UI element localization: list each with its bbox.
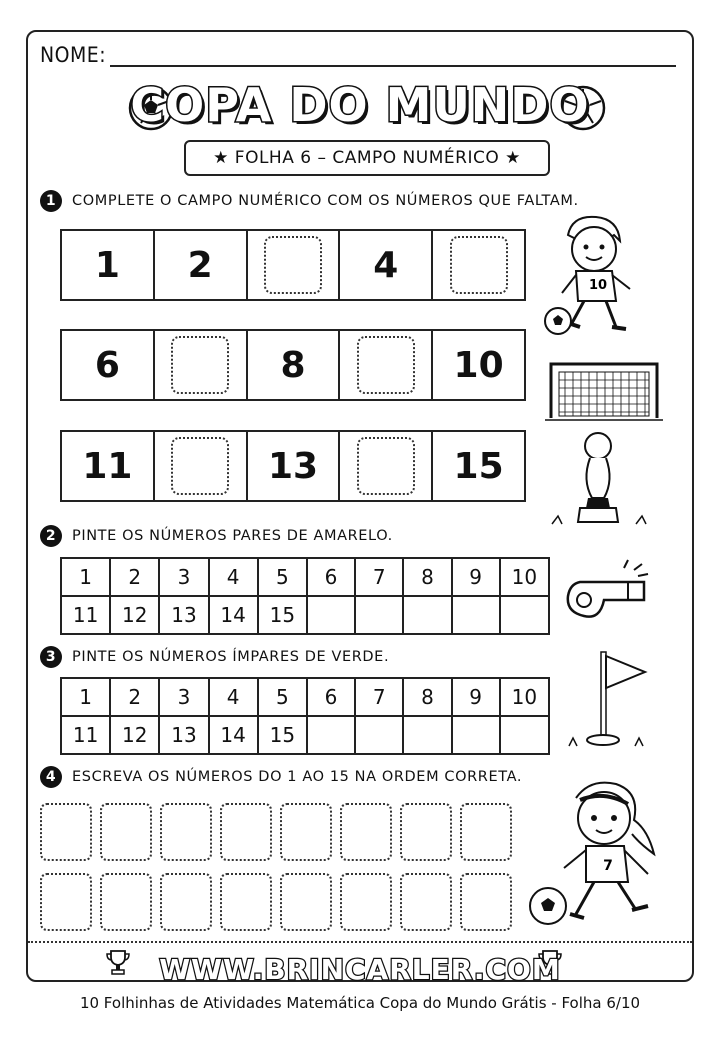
grid-cell[interactable]: 15: [258, 716, 307, 754]
blank-cell[interactable]: [340, 331, 433, 399]
sequence-cell: 10: [453, 344, 504, 386]
grid-cell[interactable]: 1: [61, 558, 110, 596]
grid-cell[interactable]: 14: [209, 596, 258, 634]
boy-kicking-ball-illustration: [538, 205, 642, 340]
sequence-cell: 13: [248, 432, 341, 500]
writing-box[interactable]: [100, 803, 152, 861]
writing-box[interactable]: [160, 803, 212, 861]
question-text: COMPLETE O CAMPO NUMÉRICO COM OS NÚMEROS QUE FALTAM.: [72, 193, 579, 209]
grid-cell[interactable]: 3: [159, 678, 208, 716]
grid-cell[interactable]: 10: [500, 678, 549, 716]
number-grid-even: [60, 557, 550, 635]
question-4: [40, 766, 522, 788]
writing-box[interactable]: [280, 803, 332, 861]
girl-kicking-ball-illustration: [524, 774, 668, 934]
grid-cell[interactable]: 6: [307, 678, 355, 716]
sequence-cell: 8: [248, 331, 341, 399]
writing-box[interactable]: [400, 803, 452, 861]
question-number: 1: [40, 190, 62, 212]
writing-box[interactable]: [340, 803, 392, 861]
soccer-goal-illustration: [545, 358, 663, 424]
writing-box[interactable]: [280, 873, 332, 931]
grid-cell: [403, 716, 451, 754]
grid-cell: [500, 716, 549, 754]
question-number: 3: [40, 646, 62, 668]
number-sequence-row: [60, 229, 526, 301]
grid-cell[interactable]: 9: [452, 678, 500, 716]
number-grid-odd: [60, 677, 550, 755]
grid-cell[interactable]: 7: [355, 558, 403, 596]
question-text: PINTE OS NÚMEROS ÍMPARES DE VERDE.: [72, 649, 390, 665]
grid-cell: [403, 596, 451, 634]
question-1: [40, 190, 579, 212]
writing-box[interactable]: [460, 873, 512, 931]
writing-box[interactable]: [40, 803, 92, 861]
number-sequence-row: [60, 329, 526, 401]
grid-cell[interactable]: 3: [159, 558, 208, 596]
blank-cell[interactable]: [155, 331, 248, 399]
grid-cell[interactable]: 13: [159, 596, 208, 634]
grid-cell[interactable]: 4: [209, 558, 258, 596]
grid-cell[interactable]: 7: [355, 678, 403, 716]
grid-cell[interactable]: 4: [209, 678, 258, 716]
footer-caption: 10 Folhinhas de Atividades Matemática Copa do Mundo Grátis - Folha 6/10: [79, 994, 641, 1012]
blank-cell[interactable]: [155, 432, 248, 500]
grid-cell[interactable]: 9: [452, 558, 500, 596]
sequence-cell: 1: [62, 231, 155, 299]
blank-cell[interactable]: [248, 231, 341, 299]
sequence-cell: 6: [62, 331, 155, 399]
grid-cell[interactable]: 13: [159, 716, 208, 754]
grid-cell: [500, 596, 549, 634]
question-text: PINTE OS NÚMEROS PARES DE AMARELO.: [72, 528, 393, 544]
writing-box[interactable]: [160, 873, 212, 931]
website-link[interactable]: WWW.BRINCARLER.COM: [159, 953, 561, 986]
writing-box[interactable]: [220, 873, 272, 931]
grid-cell[interactable]: 8: [403, 558, 451, 596]
grid-cell[interactable]: 14: [209, 716, 258, 754]
whistle-icon: [560, 556, 656, 626]
writing-box[interactable]: [400, 873, 452, 931]
page-title: COPA DO MUNDO: [130, 78, 590, 132]
grid-cell[interactable]: 2: [110, 558, 159, 596]
writing-box[interactable]: [100, 873, 152, 931]
world-cup-trophy-icon: [548, 428, 658, 528]
question-2: [40, 525, 393, 547]
sequence-cell: 15: [453, 445, 504, 487]
question-text: ESCREVA OS NÚMEROS DO 1 AO 15 NA ORDEM CORRETA.: [72, 769, 523, 785]
writing-box[interactable]: [40, 873, 92, 931]
grid-cell[interactable]: 5: [258, 678, 307, 716]
grid-cell[interactable]: 12: [110, 716, 159, 754]
dotted-divider: [28, 941, 692, 943]
grid-cell[interactable]: 10: [500, 558, 549, 596]
question-3: [40, 646, 389, 668]
jersey-number: 7: [603, 858, 613, 874]
grid-cell[interactable]: 8: [403, 678, 451, 716]
question-number: 2: [40, 525, 62, 547]
writing-box[interactable]: [220, 803, 272, 861]
grid-cell: [307, 596, 355, 634]
grid-cell[interactable]: 12: [110, 596, 159, 634]
writing-box[interactable]: [460, 803, 512, 861]
blank-cell[interactable]: [433, 231, 524, 299]
sequence-cell: 11: [62, 432, 155, 500]
corner-flag-icon: [565, 648, 655, 752]
grid-cell: [355, 716, 403, 754]
grid-cell[interactable]: 11: [61, 596, 110, 634]
grid-cell[interactable]: 6: [307, 558, 355, 596]
grid-cell[interactable]: 2: [110, 678, 159, 716]
question-number: 4: [40, 766, 62, 788]
grid-cell[interactable]: 5: [258, 558, 307, 596]
grid-cell: [355, 596, 403, 634]
grid-cell[interactable]: 15: [258, 596, 307, 634]
grid-cell: [452, 716, 500, 754]
name-label: NOME:: [40, 43, 107, 67]
grid-cell: [307, 716, 355, 754]
grid-cell: [452, 596, 500, 634]
subtitle-banner: ★ FOLHA 6 – CAMPO NUMÉRICO ★: [184, 140, 550, 176]
number-sequence-row: [60, 430, 526, 502]
sequence-cell: 2: [155, 231, 248, 299]
grid-cell[interactable]: 11: [61, 716, 110, 754]
jersey-number: 10: [588, 278, 608, 293]
name-line[interactable]: [110, 65, 676, 67]
grid-cell[interactable]: 1: [61, 678, 110, 716]
sequence-cell: 4: [340, 231, 433, 299]
writing-box[interactable]: [340, 873, 392, 931]
blank-cell[interactable]: [340, 432, 433, 500]
